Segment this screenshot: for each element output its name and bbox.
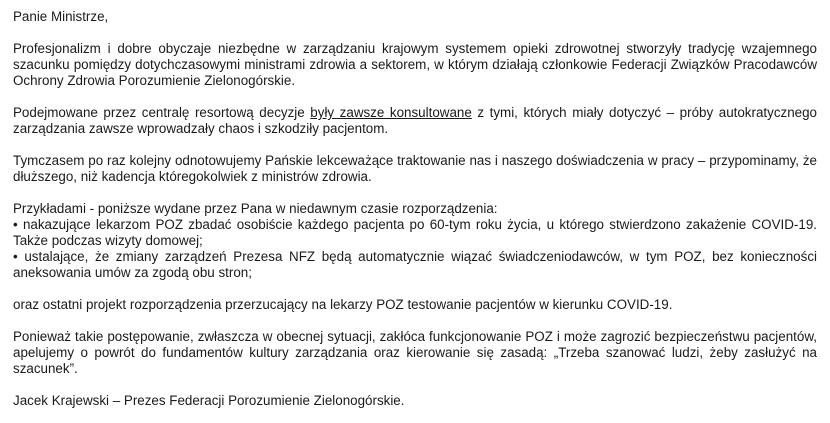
paragraph-decisions (13, 105, 817, 137)
paragraph-decisions-text-start: Podejmowane przez centralę resortową decyzje (13, 105, 311, 120)
paragraph-testing-project: oraz ostatni projekt rozporządzenia przerzucający na lekarzy POZ testowanie pacjentów w kierunku COVID-19. (13, 297, 673, 312)
examples-bullet-1: • nakazujące lekarzom POZ zbadać osobiście każdego pacjenta po 60-tym roku życia, u którego stwierdzono zakażenie COVID-19. Także podczas wizyty domowej; (13, 217, 817, 248)
examples-bullet-2: • ustalające, że zmiany zarządzeń Prezesa NFZ będą automatycznie wiązać świadczeniodawców, w tym POZ, bez konieczności aneksowania umów za zgodą obu stron; (13, 249, 817, 280)
paragraph-decisions-text-end: z tymi, których miały dotyczyć – próby autokratycznego zarządzania zawsze wprowadzały chaos i szkodziły pacjentom. (13, 105, 818, 136)
underlined-phrase: były zawsze konsultowane (310, 105, 472, 120)
examples-intro: Przykładami - poniższe wydane przez Pana w niedawnym czasie rozporządzenia: (13, 201, 498, 216)
signature: Jacek Krajewski – Prezes Federacji Porozumienie Zielonogórskie. (13, 393, 405, 408)
paragraph-examples (13, 201, 817, 281)
paragraph-appeal: Ponieważ takie postępowanie, zwłaszcza w obecnej sytuacji, zakłóca funkcjonowanie POZ i może zagrozić bezpieczeństwu pacjentów, apelujemy o powrót do fundamentów kultury zarządzania oraz kierowanie się zasadą: „Trzeba szanować ludzi, żeby zasłużyć na szacunek”. (13, 329, 817, 376)
paragraph-disregard: Tymczasem po raz kolejny odnotowujemy Pańskie lekceważące traktowanie nas i naszego doświadczenia w pracy – przypominamy, że dłuższego, niż kadencja któregokolwiek z ministrów zdrowia. (13, 153, 817, 184)
salutation: Panie Ministrze, (13, 9, 109, 24)
paragraph-professionalism: Profesjonalizm i dobre obyczaje niezbędne w zarządzaniu krajowym systemem opieki zdrowotnej stworzyły tradycję wzajemnego szacunku pomiędzy dotychczasowymi ministrami zdrowia a sektorem, w którym działają członkowie Federacji Związków Pracodawców Ochrony Zdrowia Porozumienie Zielonogórskie. (13, 41, 817, 88)
